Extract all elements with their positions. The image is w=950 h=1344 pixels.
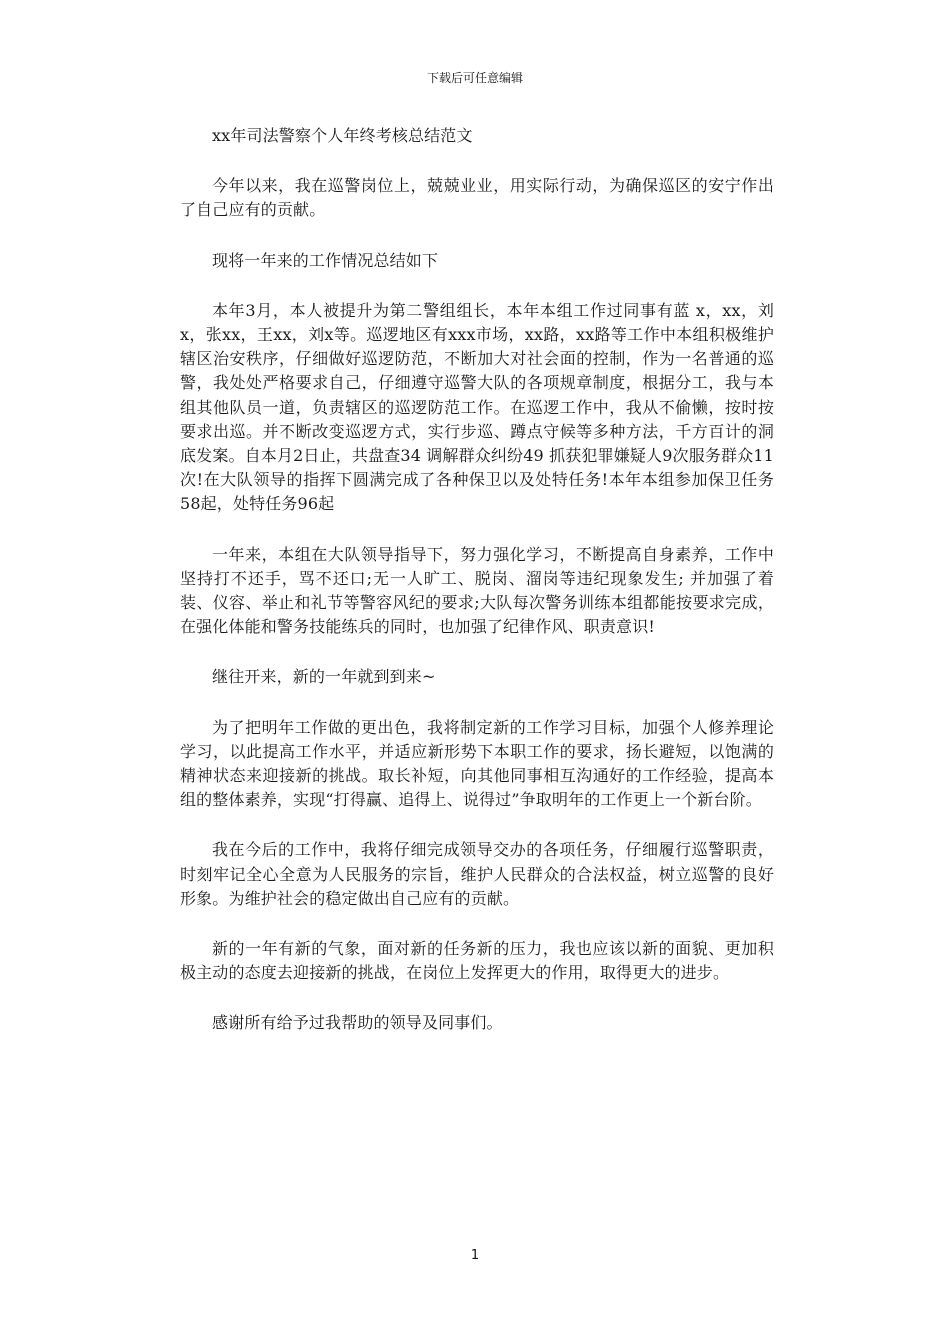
- paragraph-intro: 今年以来，我在巡警岗位上，兢兢业业，用实际行动，为确保巡区的安宁作出了自己应有的贡献。: [180, 176, 774, 220]
- paragraph-discipline: 一年来，本组在大队领导指导下，努力强化学习，不断提高自身素养，工作中坚持打不还手，骂不还口;无一人旷工、脱岗、溜岗等违纪现象发生; 并加强了着装、仪容、举止和礼节等警容风纪的要求;大队每次警务训练本组都能按要求完成，在强化体能和警务技能练兵的同时，也加强了纪律作风、职责意识!: [180, 544, 774, 637]
- paragraph-summary-heading: 现将一年来的工作情况总结如下: [212, 250, 439, 270]
- paragraph-next-year-plan: 为了把明年工作做的更出色，我将制定新的工作学习目标，加强个人修养理论学习，以此提高工作水平，并适应新形势下本职工作的要求，扬长避短，以饱满的精神状态来迎接新的挑战。取长补短，向其他同事相互沟通好的工作经验，提高本组的整体素养，实现“打得赢、追得上、说得过”争取明年的工作更上一个新台阶。: [180, 717, 774, 810]
- page-header: 下载后可任意编辑: [426, 71, 523, 85]
- document-body: [180, 124, 774, 1062]
- paragraph-future-work: 我在今后的工作中，我将仔细完成领导交办的各项任务，仔细履行巡警职责，时刻牢记全心全意为人民服务的宗旨，维护人民群众的合法权益，树立巡警的良好形象。为维护社会的稳定做出自己应有的贡献。: [180, 840, 774, 908]
- page-number: 1: [470, 1248, 480, 1263]
- paragraph-new-challenges: 新的一年有新的气象，面对新的任务新的压力，我也应该以新的面貌、更加积极主动的态度去迎接新的挑战，在岗位上发挥更大的作用，取得更大的进步。: [180, 939, 774, 983]
- paragraph-thanks: 感谢所有给予过我帮助的领导及同事们。: [212, 1013, 503, 1033]
- paragraph-work-details: 本年3月，本人被提升为第二警组组长，本年本组工作过同事有蓝 x，xx，刘x，张xx，王xx，刘x等。巡逻地区有xxx市场，xx路，xx路等工作中本组积极维护辖区治安秩序，仔细做好巡逻防范，不断加大对社会面的控制，作为一名普通的巡警，我处处严格要求自己，仔细遵守巡警大队的各项规章制度，根据分工，我与本组其他队员一道，负责辖区的巡逻防范工作。在巡逻工作中，我从不偷懒，按时按要求出巡。并不断改变巡逻方式，实行步巡、蹲点守候等多种方法，千方百计的洞底发案。自本月2日止，共盘查34 调解群众纠纷49 抓获犯罪嫌疑人9次服务群众11次!在大队领导的指挥下圆满完成了各种保卫以及处特任务!本年本组参加保卫任务58起，处特任务96起: [180, 300, 774, 514]
- document-title: xx年司法警察个人年终考核总结范文: [212, 126, 473, 145]
- paragraph-transition: 继往开来，新的一年就到到来~: [212, 667, 436, 687]
